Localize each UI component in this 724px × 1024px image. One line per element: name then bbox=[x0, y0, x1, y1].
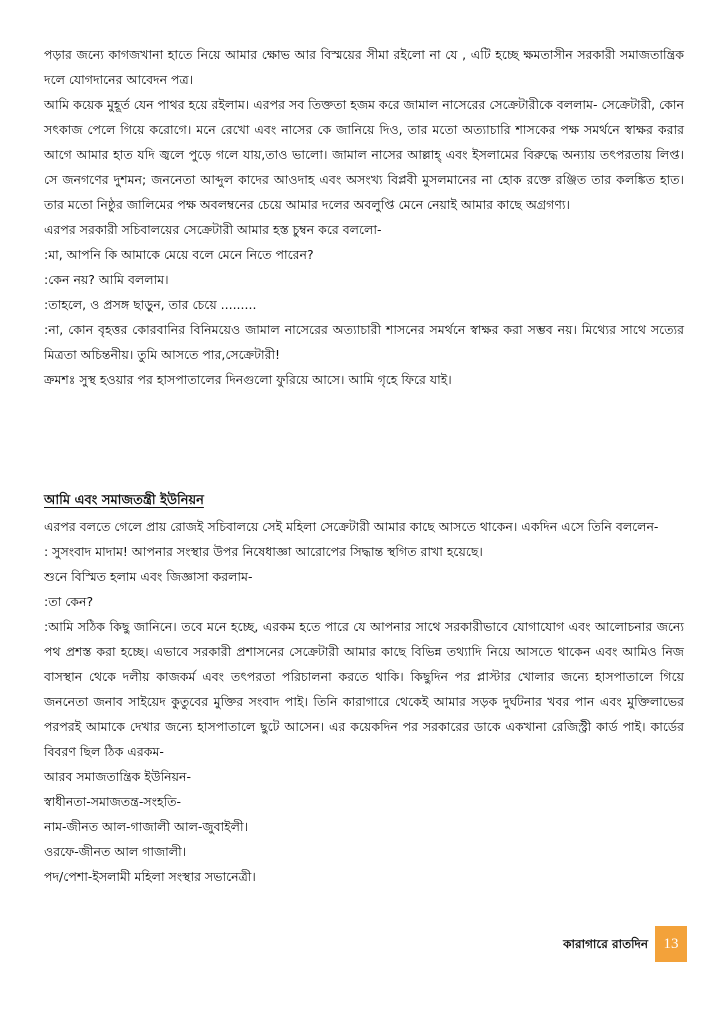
dialogue-line: :কেন নয়? আমি বললাম। bbox=[44, 272, 169, 287]
section-2 bbox=[44, 490, 684, 889]
dialogue-line: :তাহলে, ও প্রসঙ্গ ছাড়ুন, তার চেয়ে ......... bbox=[44, 297, 257, 312]
section-heading: আমি এবং সমাজতন্ত্রী ইউনিয়ন bbox=[44, 493, 204, 508]
paragraph: ক্রমশঃ সুস্থ হওয়ার পর হাসপাতালের দিনগুলো ফুরিয়ে আসে। আমি গৃহে ফিরে যাই। bbox=[44, 372, 452, 387]
dialogue-line: :আমি সঠিক কিছু জানিনে। তবে মনে হচ্ছে, এরকম হতে পারে যে আপনার সাথে সরকারীভাবে যোগাযোগ এবং আলোচনার জন্যে পথ প্রশস্ত করা হচ্ছে। এভাবে সরকারী প্রশাসনের সেক্রেটারী আমার কাছে বিভিন্ন তথ্যাদি নিয়ে আসতে থাকেন এবং আমিও নিজ বাসস্থান থেকে দলীয় কাজকর্ম এবং তৎপরতা পরিচালনা করতে থাকি। কিছুদিন পর প্লাস্টার খোলার জন্যে হাসপাতালে গিয়ে জননেতা জনাব সাইয়েদ কুতুবের মুক্তির সংবাদ পাই। তিনি কারাগারে থেকেই আমার সড়ক দুর্ঘটনার খবর পান এবং মুক্তিলাভের পরপরই আমাকে দেখার জন্যে হাসপাতালে ছুটে আসেন। এর কয়েকদিন পর সরকারের ডাকে একখানা রেজিস্ট্রী কার্ড পাই। কার্ডের বিবরণ ছিল ঠিক এরকম- bbox=[44, 619, 684, 759]
section-1-body bbox=[44, 42, 684, 392]
paragraph: পড়ার জন্যে কাগজখানা হাতে নিয়ে আমার ক্ষোভ আর বিস্ময়ের সীমা রইলো না যে , এটি হচ্ছে ক্ষমতাসীন সরকারী সমাজতান্ত্রিক দলে যোগদানের আবেদন পত্র। bbox=[44, 47, 684, 87]
dialogue-line: : সুসংবাদ মাদাম! আপনার সংস্থার উপর নিষেধাজ্ঞা আরোপের সিদ্ধান্ত স্থগিত রাখা হয়েছে। bbox=[44, 544, 483, 559]
paragraph: শুনে বিস্মিত হলাম এবং জিজ্ঞাসা করলাম- bbox=[44, 569, 253, 584]
paragraph: আমি কয়েক মুহূর্ত যেন পাথর হয়ে রইলাম। এরপর সব তিক্ততা হজম করে জামাল নাসেরের সেক্রেটারীকে বললাম- সেক্রেটারী, কোন সৎকাজ পেলে গিয়ে করোগে। মনে রেখো এবং নাসের কে জানিয়ে দিও, তার মতো অত্যাচারি শাসকের পক্ষ সমর্থনে স্বাক্ষর করার আগে আমার হাত যদি জ্বলে পুড়ে গলে যায়,তাও ভালো। জামাল নাসের আল্লাহ্ এবং ইসলামের বিরুদ্ধে অন্যায় তৎপরতায় লিপ্ত। সে জনগণের দুশমন; জননেতা আব্দুল কাদের আওদাহ এবং অসংখ্য বিপ্লবী মুসলমানের না হোক রক্তে রঞ্জিত তার কলঙ্কিত হাত। তার মতো নিষ্ঠুর জালিমের পক্ষ অবলম্বনের চেয়ে আমার দলের অবলুপ্তি মেনে নেয়াই আমার কাছে অগ্রগণ্য। bbox=[44, 97, 684, 212]
card-line: নাম-জীনত আল-গাজালী আল-জুবাইলী। bbox=[44, 819, 249, 834]
dialogue-line: :তা কেন? bbox=[44, 594, 94, 609]
running-footer-book-title: কারাগারে রাতদিন bbox=[563, 937, 648, 951]
page-number-badge: 13 bbox=[655, 926, 687, 962]
dialogue-line: :না, কোন বৃহত্তর কোরবানির বিনিময়েও জামাল নাসেরের অত্যাচারী শাসনের সমর্থনে স্বাক্ষর করা সম্ভব নয়। মিথ্যের সাথে সত্যের মিত্রতা অচিন্তনীয়। তুমি আসতে পার,সেক্রেটারী! bbox=[44, 322, 684, 362]
paragraph: এরপর সরকারী সচিবালয়ের সেক্রেটারী আমার হস্ত চুম্বন করে বললো- bbox=[44, 222, 382, 237]
card-line: ওরফে-জীনত আল গাজালী। bbox=[44, 844, 187, 859]
dialogue-line: :মা, আপনি কি আমাকে মেয়ে বলে মেনে নিতে পারেন? bbox=[44, 247, 314, 262]
card-line: স্বাধীনতা-সমাজতন্ত্র-সংহতি- bbox=[44, 794, 182, 809]
card-line: আরব সমাজতান্ত্রিক ইউনিয়ন- bbox=[44, 769, 191, 784]
paragraph: এরপর বলতে গেলে প্রায় রোজই সচিবালয়ে সেই মহিলা সেক্রেটারী আমার কাছে আসতে থাকেন। একদিন এসে তিনি বললেন- bbox=[44, 519, 659, 534]
card-line: পদ/পেশা-ইসলামী মহিলা সংস্থার সভানেত্রী। bbox=[44, 869, 256, 884]
